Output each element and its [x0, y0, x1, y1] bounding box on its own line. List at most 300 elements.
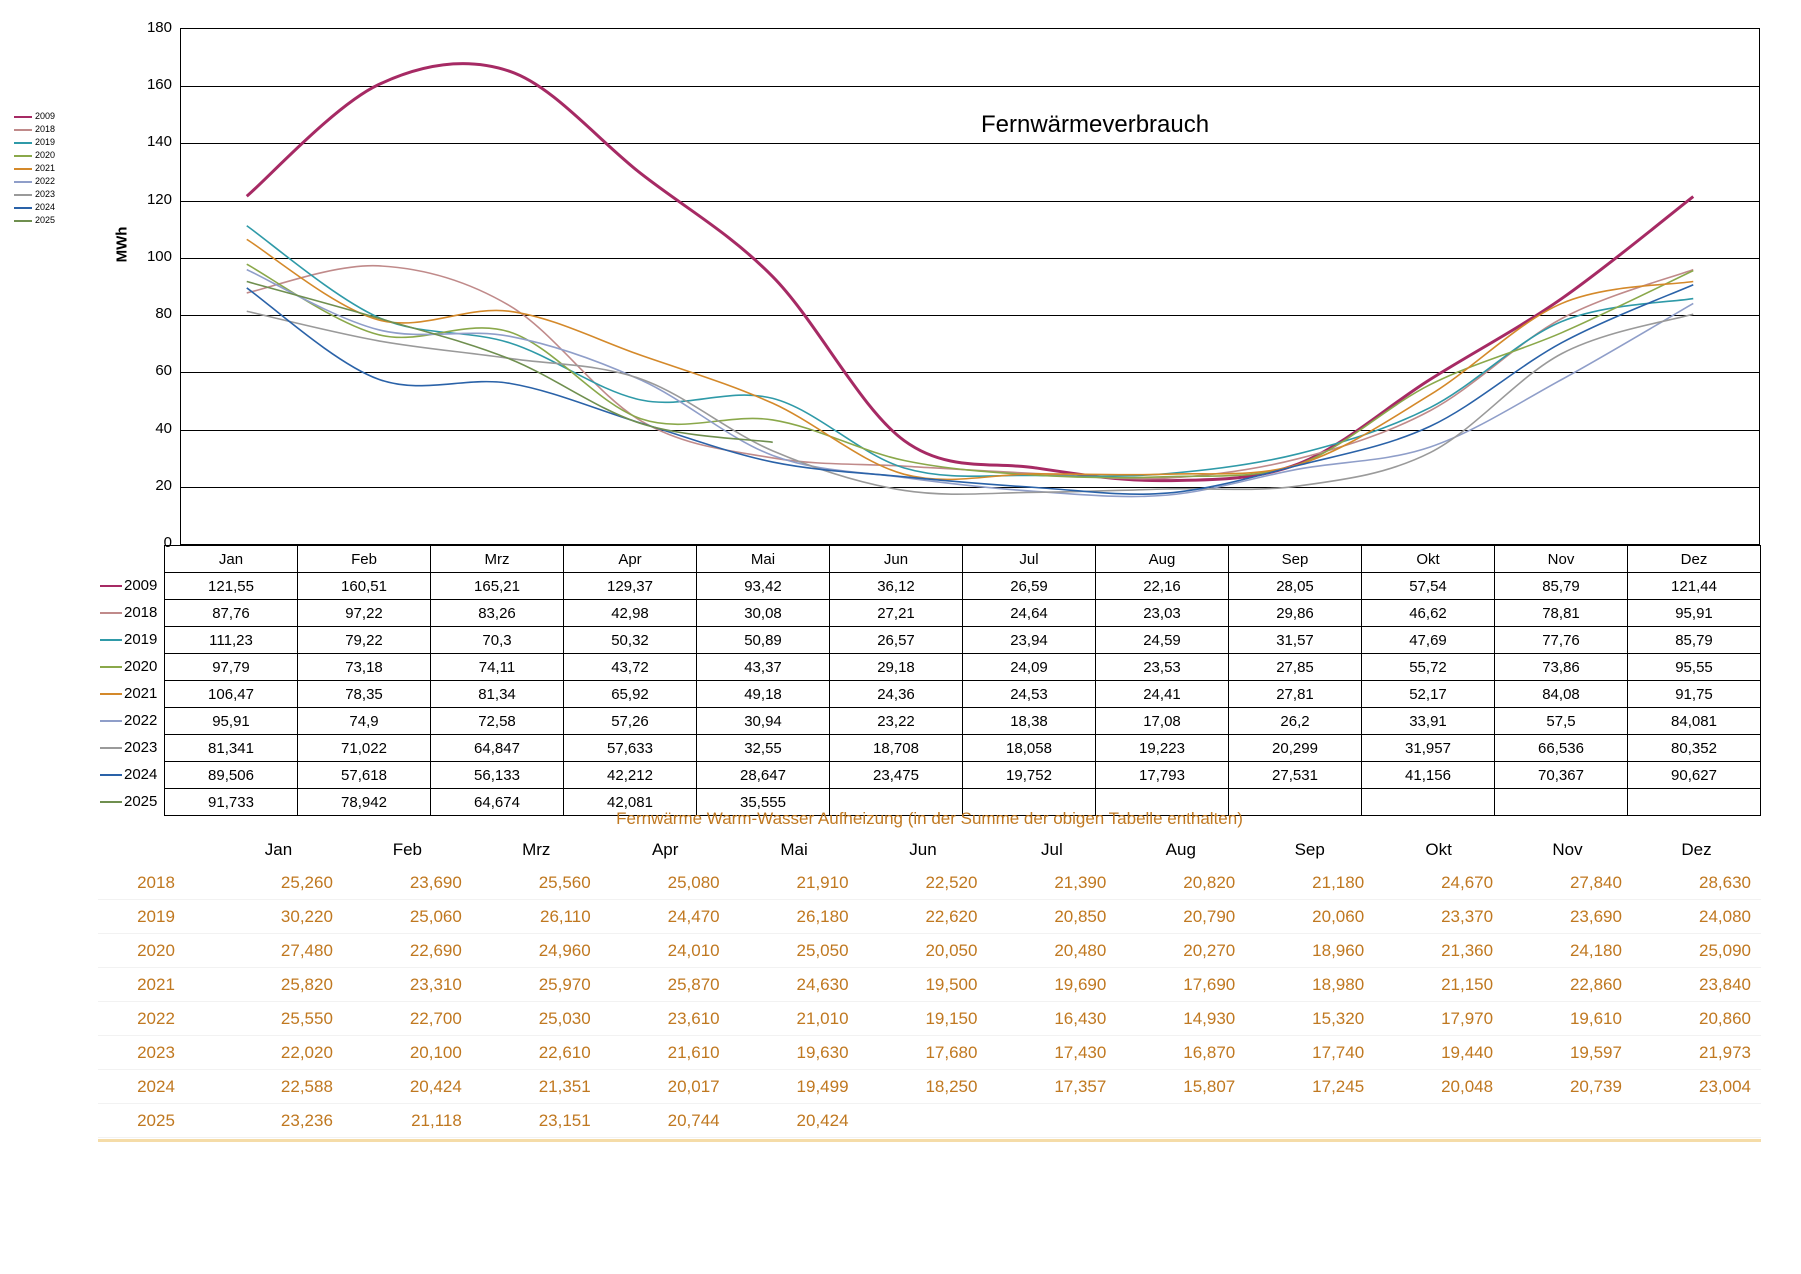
y-tick-label: 100 [146, 247, 172, 265]
t1-cell: 27,85 [1229, 654, 1362, 681]
t2-cell: 22,588 [214, 1070, 343, 1104]
t2-cell: 19,690 [987, 968, 1116, 1002]
t2-banner-text: Fernwärme Warm-Wasser Aufheizung (in der Summe der obigen Tabelle enthalten) [616, 809, 1243, 828]
t2-cell: 20,850 [987, 900, 1116, 934]
t2-cell: 21,910 [730, 866, 859, 900]
t2-cell: 21,180 [1245, 866, 1374, 900]
t1-cell: 24,59 [1096, 627, 1229, 654]
legend-swatch-icon [14, 142, 32, 144]
table-row [98, 654, 1761, 681]
table-row [98, 900, 1761, 934]
t2-row-year: 2020 [98, 934, 214, 968]
t2-cell: 19,597 [1503, 1036, 1632, 1070]
legend-item-2009 [14, 110, 74, 123]
table-row [98, 968, 1761, 1002]
series-color-icon [100, 693, 122, 695]
t2-cell: 15,320 [1245, 1002, 1374, 1036]
legend-label: 2019 [35, 137, 56, 147]
t1-cell: 43,72 [564, 654, 697, 681]
legend-item-2018 [14, 123, 74, 136]
legend-label: 2025 [35, 215, 56, 225]
t1-row-year [98, 654, 165, 681]
t2-cell: 18,980 [1245, 968, 1374, 1002]
y-tick-label: 120 [146, 190, 172, 208]
t2-cell: 17,970 [1374, 1002, 1503, 1036]
t1-cell: 70,367 [1495, 762, 1628, 789]
t1-month-header: Okt [1362, 546, 1495, 573]
t1-cell: 71,022 [298, 735, 431, 762]
t2-cell: 24,470 [601, 900, 730, 934]
t2-cell: 20,100 [343, 1036, 472, 1070]
t2-cell: 20,050 [859, 934, 988, 968]
t2-cell: 15,807 [1116, 1070, 1245, 1104]
t2-row-year: 2024 [98, 1070, 214, 1104]
series-line-2009 [247, 64, 1694, 481]
t2-cell: 23,610 [601, 1002, 730, 1036]
y-tick-label: 60 [155, 362, 172, 380]
t1-cell: 78,942 [298, 789, 431, 816]
series-color-icon [100, 801, 122, 803]
t2-month-header: Jan [264, 839, 293, 859]
t2-cell: 21,351 [472, 1070, 601, 1104]
t2-cell: 26,180 [730, 900, 859, 934]
t1-cell: 83,26 [431, 600, 564, 627]
table-row [98, 866, 1761, 900]
t1-row-year [98, 708, 165, 735]
t1-cell: 80,352 [1628, 735, 1761, 762]
t2-cell: 30,220 [214, 900, 343, 934]
t2-row-year: 2018 [98, 866, 214, 900]
t1-cell: 57,54 [1362, 573, 1495, 600]
t2-cell: 24,180 [1503, 934, 1632, 968]
legend-item-2025 [14, 214, 74, 227]
t2-cell: 20,270 [1116, 934, 1245, 968]
t2-cell: 23,370 [1374, 900, 1503, 934]
t2-cell: 20,860 [1632, 1002, 1761, 1036]
t1-cell: 19,752 [963, 762, 1096, 789]
t2-cell: 18,250 [859, 1070, 988, 1104]
t1-cell: 77,76 [1495, 627, 1628, 654]
t2-month-header: Jun [909, 839, 937, 859]
t1-row-year [98, 600, 165, 627]
t2-row-year: 2021 [98, 968, 214, 1002]
legend-label: 2024 [35, 202, 56, 212]
legend-swatch-icon [14, 207, 32, 209]
t1-cell: 74,11 [431, 654, 564, 681]
t2-cell: 24,670 [1374, 866, 1503, 900]
t2-cell: 21,973 [1632, 1036, 1761, 1070]
t2-cell: 25,090 [1632, 934, 1761, 968]
legend-item-2022 [14, 175, 74, 188]
t1-cell: 121,44 [1628, 573, 1761, 600]
t2-month-header: Mai [780, 839, 808, 859]
t1-cell: 18,708 [830, 735, 963, 762]
t1-month-header: Jun [830, 546, 963, 573]
t1-cell: 28,647 [697, 762, 830, 789]
t2-cell: 25,030 [472, 1002, 601, 1036]
legend-swatch-icon [14, 116, 32, 118]
t2-cell: 20,060 [1245, 900, 1374, 934]
t2-cell-empty [1503, 1104, 1632, 1138]
t2-cell: 24,960 [472, 934, 601, 968]
t1-cell: 19,223 [1096, 735, 1229, 762]
t1-cell: 97,79 [165, 654, 298, 681]
t1-year-label: 2024 [124, 765, 158, 783]
t1-cell: 73,86 [1495, 654, 1628, 681]
t1-month-header: Jan [165, 546, 298, 573]
t2-cell: 22,700 [343, 1002, 472, 1036]
t2-cell: 19,150 [859, 1002, 988, 1036]
t2-cell: 14,930 [1116, 1002, 1245, 1036]
t1-cell: 49,18 [697, 681, 830, 708]
table-row [98, 681, 1761, 708]
t1-cell: 84,08 [1495, 681, 1628, 708]
t1-cell: 26,59 [963, 573, 1096, 600]
t1-cell: 17,793 [1096, 762, 1229, 789]
t2-cell: 20,480 [987, 934, 1116, 968]
legend-item-2019 [14, 136, 74, 149]
legend-swatch-icon [14, 168, 32, 170]
t1-cell: 73,18 [298, 654, 431, 681]
t2-cell: 19,440 [1374, 1036, 1503, 1070]
t1-cell: 160,51 [298, 573, 431, 600]
t1-cell: 87,76 [165, 600, 298, 627]
t1-cell: 26,2 [1229, 708, 1362, 735]
t2-cell: 25,550 [214, 1002, 343, 1036]
t2-cell: 20,424 [730, 1104, 859, 1138]
t1-cell: 55,72 [1362, 654, 1495, 681]
t2-cell: 25,060 [343, 900, 472, 934]
t1-cell: 28,05 [1229, 573, 1362, 600]
t1-month-header: Dez [1628, 546, 1761, 573]
consumption-table [98, 545, 1761, 816]
table-row [98, 573, 1761, 600]
t2-cell-empty [987, 1104, 1116, 1138]
t2-cell: 23,690 [1503, 900, 1632, 934]
legend-item-2020 [14, 149, 74, 162]
y-tick-label: 160 [146, 76, 172, 94]
t2-row-year: 2019 [98, 900, 214, 934]
t1-cell: 78,35 [298, 681, 431, 708]
t1-cell: 79,22 [298, 627, 431, 654]
t1-cell: 42,212 [564, 762, 697, 789]
t1-cell: 24,64 [963, 600, 1096, 627]
y-tick-label: 40 [155, 419, 172, 437]
t2-cell: 26,110 [472, 900, 601, 934]
t2-cell: 19,500 [859, 968, 988, 1002]
t1-cell: 64,674 [431, 789, 564, 816]
t1-cell: 23,53 [1096, 654, 1229, 681]
t2-cell-empty [1245, 1104, 1374, 1138]
t2-cell: 24,630 [730, 968, 859, 1002]
table-row [98, 627, 1761, 654]
t1-cell: 85,79 [1628, 627, 1761, 654]
t1-month-header: Apr [564, 546, 697, 573]
t2-cell: 28,630 [1632, 866, 1761, 900]
t1-cell: 85,79 [1495, 573, 1628, 600]
table-header-row [98, 546, 1761, 573]
t2-cell: 23,004 [1632, 1070, 1761, 1104]
t1-cell: 18,38 [963, 708, 1096, 735]
t1-cell: 90,627 [1628, 762, 1761, 789]
t2-cell: 23,690 [343, 866, 472, 900]
chart-title: Fernwärmeverbrauch [981, 111, 1210, 138]
t2-month-header: Mrz [522, 839, 551, 859]
t2-cell: 21,118 [343, 1104, 472, 1138]
t1-cell: 23,22 [830, 708, 963, 735]
table-row [98, 600, 1761, 627]
t2-cell: 20,424 [343, 1070, 472, 1104]
t1-cell: 24,36 [830, 681, 963, 708]
t1-cell: 95,91 [165, 708, 298, 735]
series-color-icon [100, 720, 122, 722]
legend-label: 2022 [35, 176, 56, 186]
table-row [98, 1036, 1761, 1070]
t1-cell: 165,21 [431, 573, 564, 600]
t1-cell: 29,18 [830, 654, 963, 681]
t1-cell: 30,08 [697, 600, 830, 627]
t1-year-label: 2009 [124, 576, 158, 594]
table-row [98, 762, 1761, 789]
t2-cell: 17,245 [1245, 1070, 1374, 1104]
t1-cell: 70,3 [431, 627, 564, 654]
t1-cell: 129,37 [564, 573, 697, 600]
table-row [98, 1002, 1761, 1036]
series-line-2020 [247, 264, 1694, 477]
t1-year-label: 2021 [124, 684, 158, 702]
t1-cell: 43,37 [697, 654, 830, 681]
t2-month-header: Okt [1425, 839, 1452, 859]
t1-cell: 18,058 [963, 735, 1096, 762]
t2-cell: 17,740 [1245, 1036, 1374, 1070]
series-color-icon [100, 747, 122, 749]
t1-cell: 20,299 [1229, 735, 1362, 762]
t2-cell: 25,870 [601, 968, 730, 1002]
t1-cell: 33,91 [1362, 708, 1495, 735]
t2-cell: 21,150 [1374, 968, 1503, 1002]
t2-row-year: 2023 [98, 1036, 214, 1070]
t1-month-header: Feb [298, 546, 431, 573]
legend-label: 2009 [35, 111, 56, 121]
t1-cell: 50,89 [697, 627, 830, 654]
table-row [98, 708, 1761, 735]
t1-cell: 72,58 [431, 708, 564, 735]
t2-month-header: Sep [1294, 839, 1325, 859]
t2-cell: 25,970 [472, 968, 601, 1002]
t2-cell: 22,690 [343, 934, 472, 968]
t2-cell: 23,310 [343, 968, 472, 1002]
series-line-2023 [247, 311, 1694, 494]
t1-cell: 89,506 [165, 762, 298, 789]
t1-year-label: 2020 [124, 657, 158, 675]
hot-water-table [98, 805, 1761, 1142]
t2-cell: 20,744 [601, 1104, 730, 1138]
t1-cell: 56,133 [431, 762, 564, 789]
series-line-2021 [247, 239, 1694, 479]
t2-cell: 21,010 [730, 1002, 859, 1036]
t1-cell: 106,47 [165, 681, 298, 708]
t1-cell: 26,57 [830, 627, 963, 654]
t2-month-header: Nov [1552, 839, 1583, 859]
t1-row-year [98, 762, 165, 789]
t2-cell: 22,520 [859, 866, 988, 900]
series-color-icon [100, 639, 122, 641]
t1-cell: 97,22 [298, 600, 431, 627]
y-tick-label: 80 [155, 305, 172, 323]
table-row [98, 1070, 1761, 1104]
t2-cell: 19,610 [1503, 1002, 1632, 1036]
t2-cell: 22,020 [214, 1036, 343, 1070]
chart-container [0, 0, 1801, 555]
t2-cell: 16,430 [987, 1002, 1116, 1036]
t2-cell: 24,010 [601, 934, 730, 968]
legend-swatch-icon [14, 220, 32, 222]
t2-cell: 25,050 [730, 934, 859, 968]
t1-cell: 91,733 [165, 789, 298, 816]
chart-legend [14, 110, 74, 227]
legend-label: 2020 [35, 150, 56, 160]
t2-cell: 21,610 [601, 1036, 730, 1070]
legend-swatch-icon [14, 129, 32, 131]
t1-month-header: Mrz [431, 546, 564, 573]
t2-row-year: 2022 [98, 1002, 214, 1036]
t2-banner-row [98, 805, 1761, 833]
legend-label: 2021 [35, 163, 56, 173]
t1-cell: 46,62 [1362, 600, 1495, 627]
t2-cell: 21,390 [987, 866, 1116, 900]
t2-cell: 17,430 [987, 1036, 1116, 1070]
t1-cell: 93,42 [697, 573, 830, 600]
t2-cell: 25,560 [472, 866, 601, 900]
t1-cell: 47,69 [1362, 627, 1495, 654]
t2-cell: 27,480 [214, 934, 343, 968]
t2-cell: 17,690 [1116, 968, 1245, 1002]
t1-cell: 78,81 [1495, 600, 1628, 627]
t1-year-label: 2023 [124, 738, 158, 756]
t1-cell: 81,341 [165, 735, 298, 762]
t1-cell: 27,531 [1229, 762, 1362, 789]
t1-month-header: Nov [1495, 546, 1628, 573]
t2-cell-empty [1116, 1104, 1245, 1138]
t2-cell: 22,860 [1503, 968, 1632, 1002]
t2-cell: 23,840 [1632, 968, 1761, 1002]
t2-bottom-rule-line [98, 1138, 1761, 1143]
t1-year-label: 2025 [124, 792, 158, 810]
t2-row-year: 2025 [98, 1104, 214, 1138]
t1-cell: 29,86 [1229, 600, 1362, 627]
t1-cell: 24,09 [963, 654, 1096, 681]
t2-cell: 16,870 [1116, 1036, 1245, 1070]
legend-swatch-icon [14, 194, 32, 196]
y-tick-label: 0 [163, 534, 172, 551]
y-axis-title: MWh [113, 226, 131, 263]
t2-cell-empty [859, 1104, 988, 1138]
t2-cell: 17,357 [987, 1070, 1116, 1104]
t1-cell: 42,081 [564, 789, 697, 816]
t1-cell: 24,53 [963, 681, 1096, 708]
y-tick-label: 20 [155, 476, 172, 494]
t1-cell: 81,34 [431, 681, 564, 708]
t2-cell: 22,610 [472, 1036, 601, 1070]
t1-cell: 111,23 [165, 627, 298, 654]
t1-row-year [98, 735, 165, 762]
legend-swatch-icon [14, 181, 32, 183]
series-color-icon [100, 666, 122, 668]
t1-cell: 30,94 [697, 708, 830, 735]
t1-cell: 57,618 [298, 762, 431, 789]
t1-cell: 84,081 [1628, 708, 1761, 735]
t1-cell: 27,81 [1229, 681, 1362, 708]
t2-cell-empty [1632, 1104, 1761, 1138]
t1-cell: 57,26 [564, 708, 697, 735]
t1-cell: 32,55 [697, 735, 830, 762]
t1-cell: 50,32 [564, 627, 697, 654]
t1-cell: 91,75 [1628, 681, 1761, 708]
series-color-icon [100, 585, 122, 587]
y-tick-label: 140 [146, 133, 172, 151]
series-color-icon [100, 612, 122, 614]
t1-row-year [98, 627, 165, 654]
t1-month-header: Aug [1096, 546, 1229, 573]
t1-row-year [98, 681, 165, 708]
t1-cell: 41,156 [1362, 762, 1495, 789]
t2-cell: 20,017 [601, 1070, 730, 1104]
t2-cell: 21,360 [1374, 934, 1503, 968]
t1-cell: 36,12 [830, 573, 963, 600]
t2-cell: 23,236 [214, 1104, 343, 1138]
t1-cell: 22,16 [1096, 573, 1229, 600]
table-row [98, 735, 1761, 762]
t1-cell: 57,5 [1495, 708, 1628, 735]
legend-swatch-icon [14, 155, 32, 157]
t2-cell: 22,620 [859, 900, 988, 934]
t1-cell: 65,92 [564, 681, 697, 708]
chart-series-lines [181, 29, 1759, 544]
t2-cell: 25,260 [214, 866, 343, 900]
t1-cell: 17,08 [1096, 708, 1229, 735]
t2-month-header: Aug [1165, 839, 1196, 859]
t1-row-year [98, 573, 165, 600]
t1-cell: 74,9 [298, 708, 431, 735]
chart-plot-area [180, 28, 1760, 545]
t2-cell: 27,840 [1503, 866, 1632, 900]
t1-cell: 31,57 [1229, 627, 1362, 654]
t1-year-label: 2018 [124, 603, 158, 621]
t2-cell: 18,960 [1245, 934, 1374, 968]
legend-item-2023 [14, 188, 74, 201]
y-tick-label: 180 [146, 19, 172, 36]
t2-cell: 19,630 [730, 1036, 859, 1070]
t2-cell: 23,151 [472, 1104, 601, 1138]
t2-month-header: Jul [1041, 839, 1063, 859]
table-row [98, 1104, 1761, 1138]
t2-month-header: Dez [1681, 839, 1712, 859]
t1-cell: 64,847 [431, 735, 564, 762]
t2-bottom-rule [98, 1138, 1761, 1143]
t2-cell: 24,080 [1632, 900, 1761, 934]
t2-cell: 25,080 [601, 866, 730, 900]
rowhead-spacer [98, 546, 165, 573]
t1-cell: 66,536 [1495, 735, 1628, 762]
legend-item-2024 [14, 201, 74, 214]
series-color-icon [100, 774, 122, 776]
t1-cell: 35,555 [697, 789, 830, 816]
t1-cell: 27,21 [830, 600, 963, 627]
t2-cell: 17,680 [859, 1036, 988, 1070]
t1-year-label: 2019 [124, 630, 158, 648]
t1-cell: 57,633 [564, 735, 697, 762]
t1-cell: 95,55 [1628, 654, 1761, 681]
